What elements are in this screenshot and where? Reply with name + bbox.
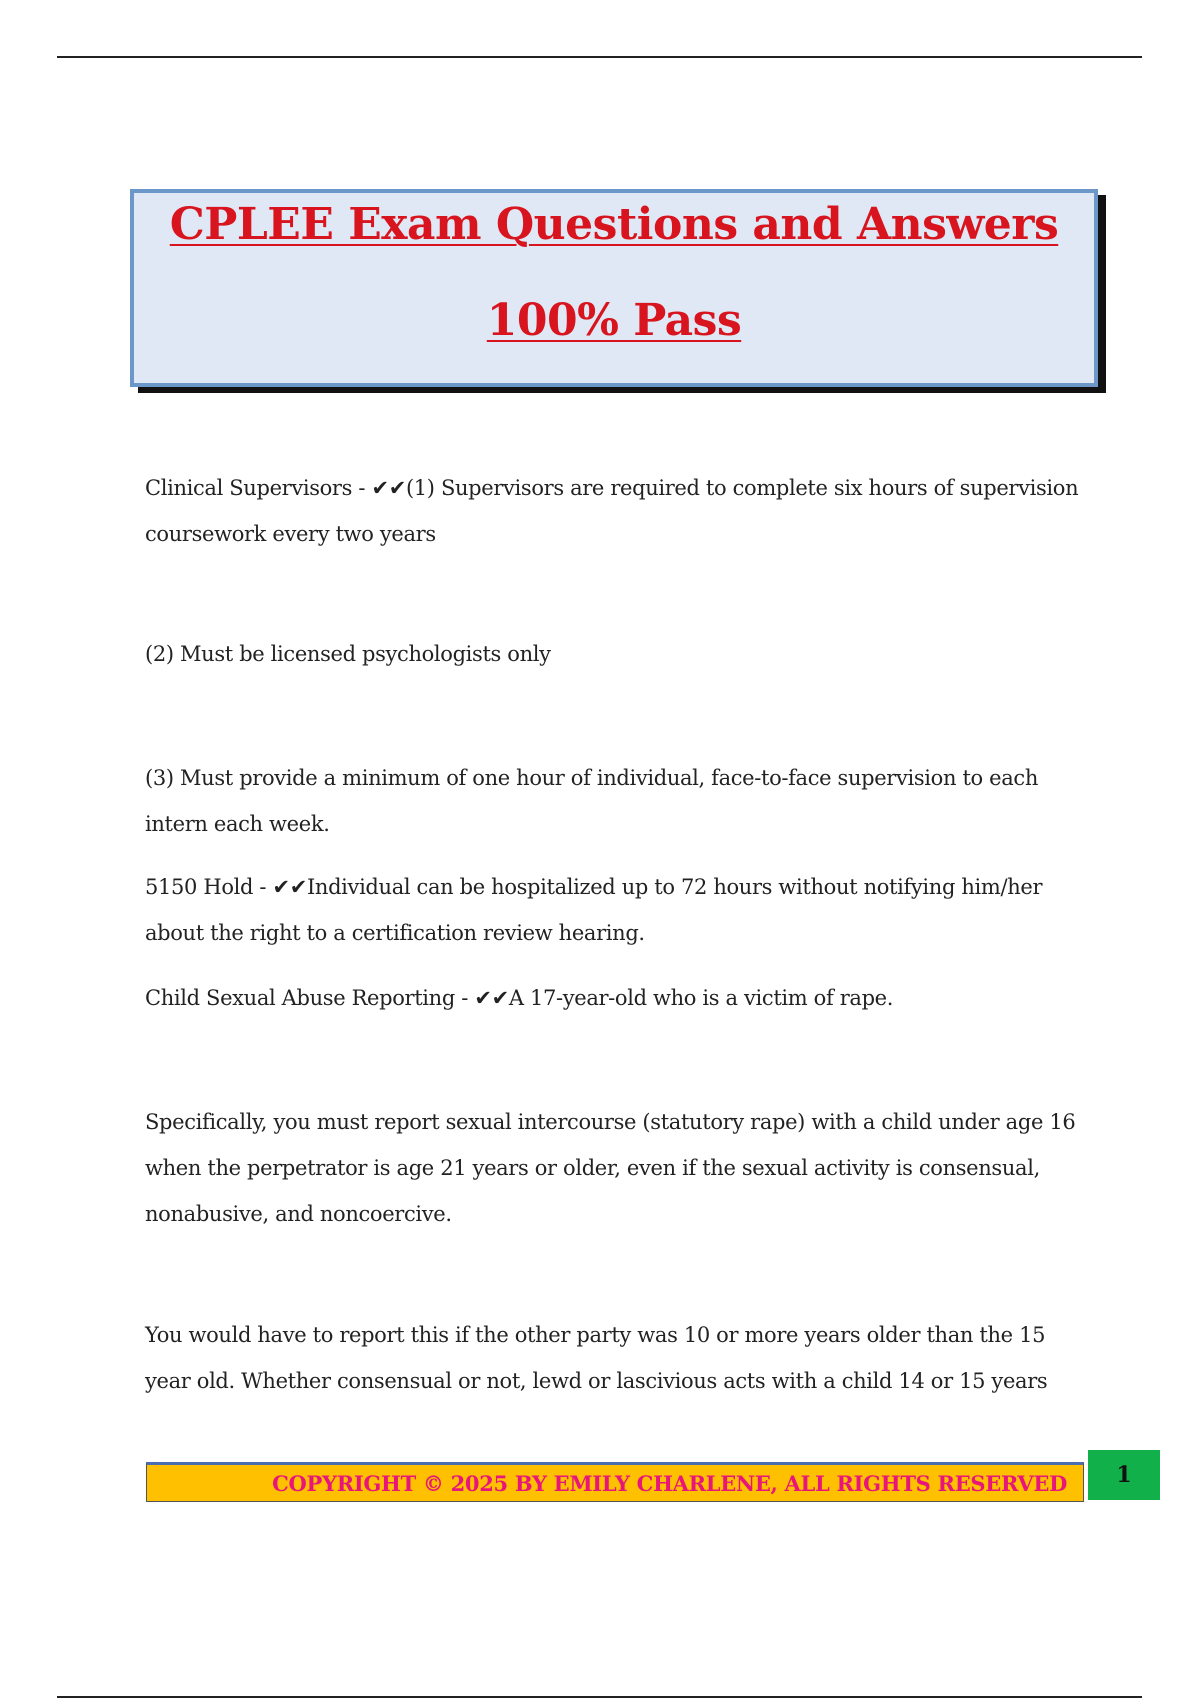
copyright-text: COPYRIGHT © 2025 BY EMILY CHARLENE, ALL RIGHTS RESERVED xyxy=(272,1471,1067,1496)
paragraph-child-abuse-reporting: Child Sexual Abuse Reporting - ✔✔A 17-year-old who is a victim of rape. xyxy=(145,986,894,1010)
document-title-line-2: 100% Pass xyxy=(486,295,742,346)
footer-rule xyxy=(57,1696,1142,1698)
paragraph-5150-hold: 5150 Hold - ✔✔Individual can be hospitalized up to 72 hours without notifying him/her about the right to a certification review hearing. xyxy=(145,875,1043,945)
footer-copyright-bar xyxy=(146,1462,1084,1502)
page-number-box xyxy=(1088,1450,1160,1500)
paragraph-weekly-supervision: (3) Must provide a minimum of one hour of individual, face-to-face supervision to each intern each week. xyxy=(145,766,1039,836)
document-title-line-1: CPLEE Exam Questions and Answers xyxy=(169,199,1059,250)
paragraph-licensed-psychologists: (2) Must be licensed psychologists only xyxy=(145,642,551,666)
paragraph-clinical-supervisors: Clinical Supervisors - ✔✔(1) Supervisors are required to complete six hours of supervision coursework every two years xyxy=(145,476,1079,546)
header-rule xyxy=(57,56,1142,58)
page-number: 1 xyxy=(1116,1462,1132,1488)
paragraph-statutory-rape: Specifically, you must report sexual intercourse (statutory rape) with a child under age 16 when the perpetrator is age 21 years or older, even if the sexual activity is consensual, nonabusive, and noncoercive. xyxy=(145,1110,1076,1226)
paragraph-age-difference: You would have to report this if the other party was 10 or more years older than the 15 year old. Whether consensual or not, lewd or lascivious acts with a child 14 or 15 years xyxy=(145,1323,1048,1393)
title-box xyxy=(130,189,1098,387)
